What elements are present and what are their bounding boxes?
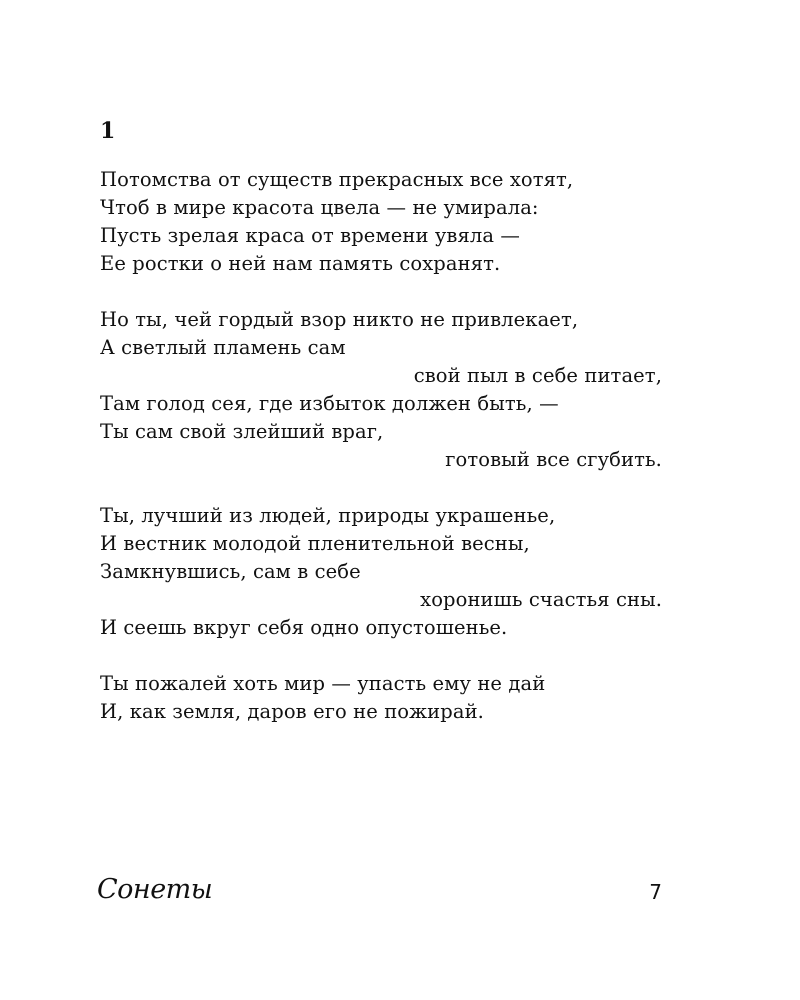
page-number: 7 (649, 880, 662, 904)
poem-line: Замкнувшись, сам в себе (100, 560, 361, 583)
poem-line: И вестник молодой пленительной весны, (100, 532, 530, 555)
poem-line: Потомства от существ прекрасных все хотят, (100, 168, 574, 191)
poem-line: И сеешь вкруг себя одно опустошенье. (100, 616, 508, 639)
poem-line-continuation: готовый все сгубить. (445, 448, 662, 471)
stanza-1 (100, 166, 662, 278)
poem-line: Пусть зрелая краса от времени увяла — (100, 224, 521, 247)
poem-line: Ее ростки о ней нам память сохранят. (100, 252, 501, 275)
poem-line: А светлый пламень сам (100, 336, 346, 359)
poem-line: Там голод сея, где избыток должен быть, — (100, 392, 559, 415)
poem-line: И, как земля, даров его не пожирай. (100, 700, 484, 723)
poem-line: Но ты, чей гордый взор никто не привлекает, (100, 308, 579, 331)
footer-book-title: Сонеты (97, 874, 213, 905)
poem-line: Ты, лучший из людей, природы украшенье, (100, 504, 556, 527)
sonnet-number: 1 (100, 118, 116, 144)
stanza-4 (100, 670, 662, 726)
stanza-3 (100, 502, 662, 642)
poem-line-continuation: хоронишь счастья сны. (420, 588, 662, 611)
poem-line: Ты сам свой злейший враг, (100, 420, 384, 443)
poem-line: Ты пожалей хоть мир — упасть ему не дай (100, 672, 546, 695)
stanza-2 (100, 306, 662, 474)
poem-line: Чтоб в мире красота цвела — не умирала: (100, 196, 539, 219)
poem-body (100, 166, 662, 754)
poem-line-continuation: свой пыл в себе питает, (413, 364, 662, 387)
